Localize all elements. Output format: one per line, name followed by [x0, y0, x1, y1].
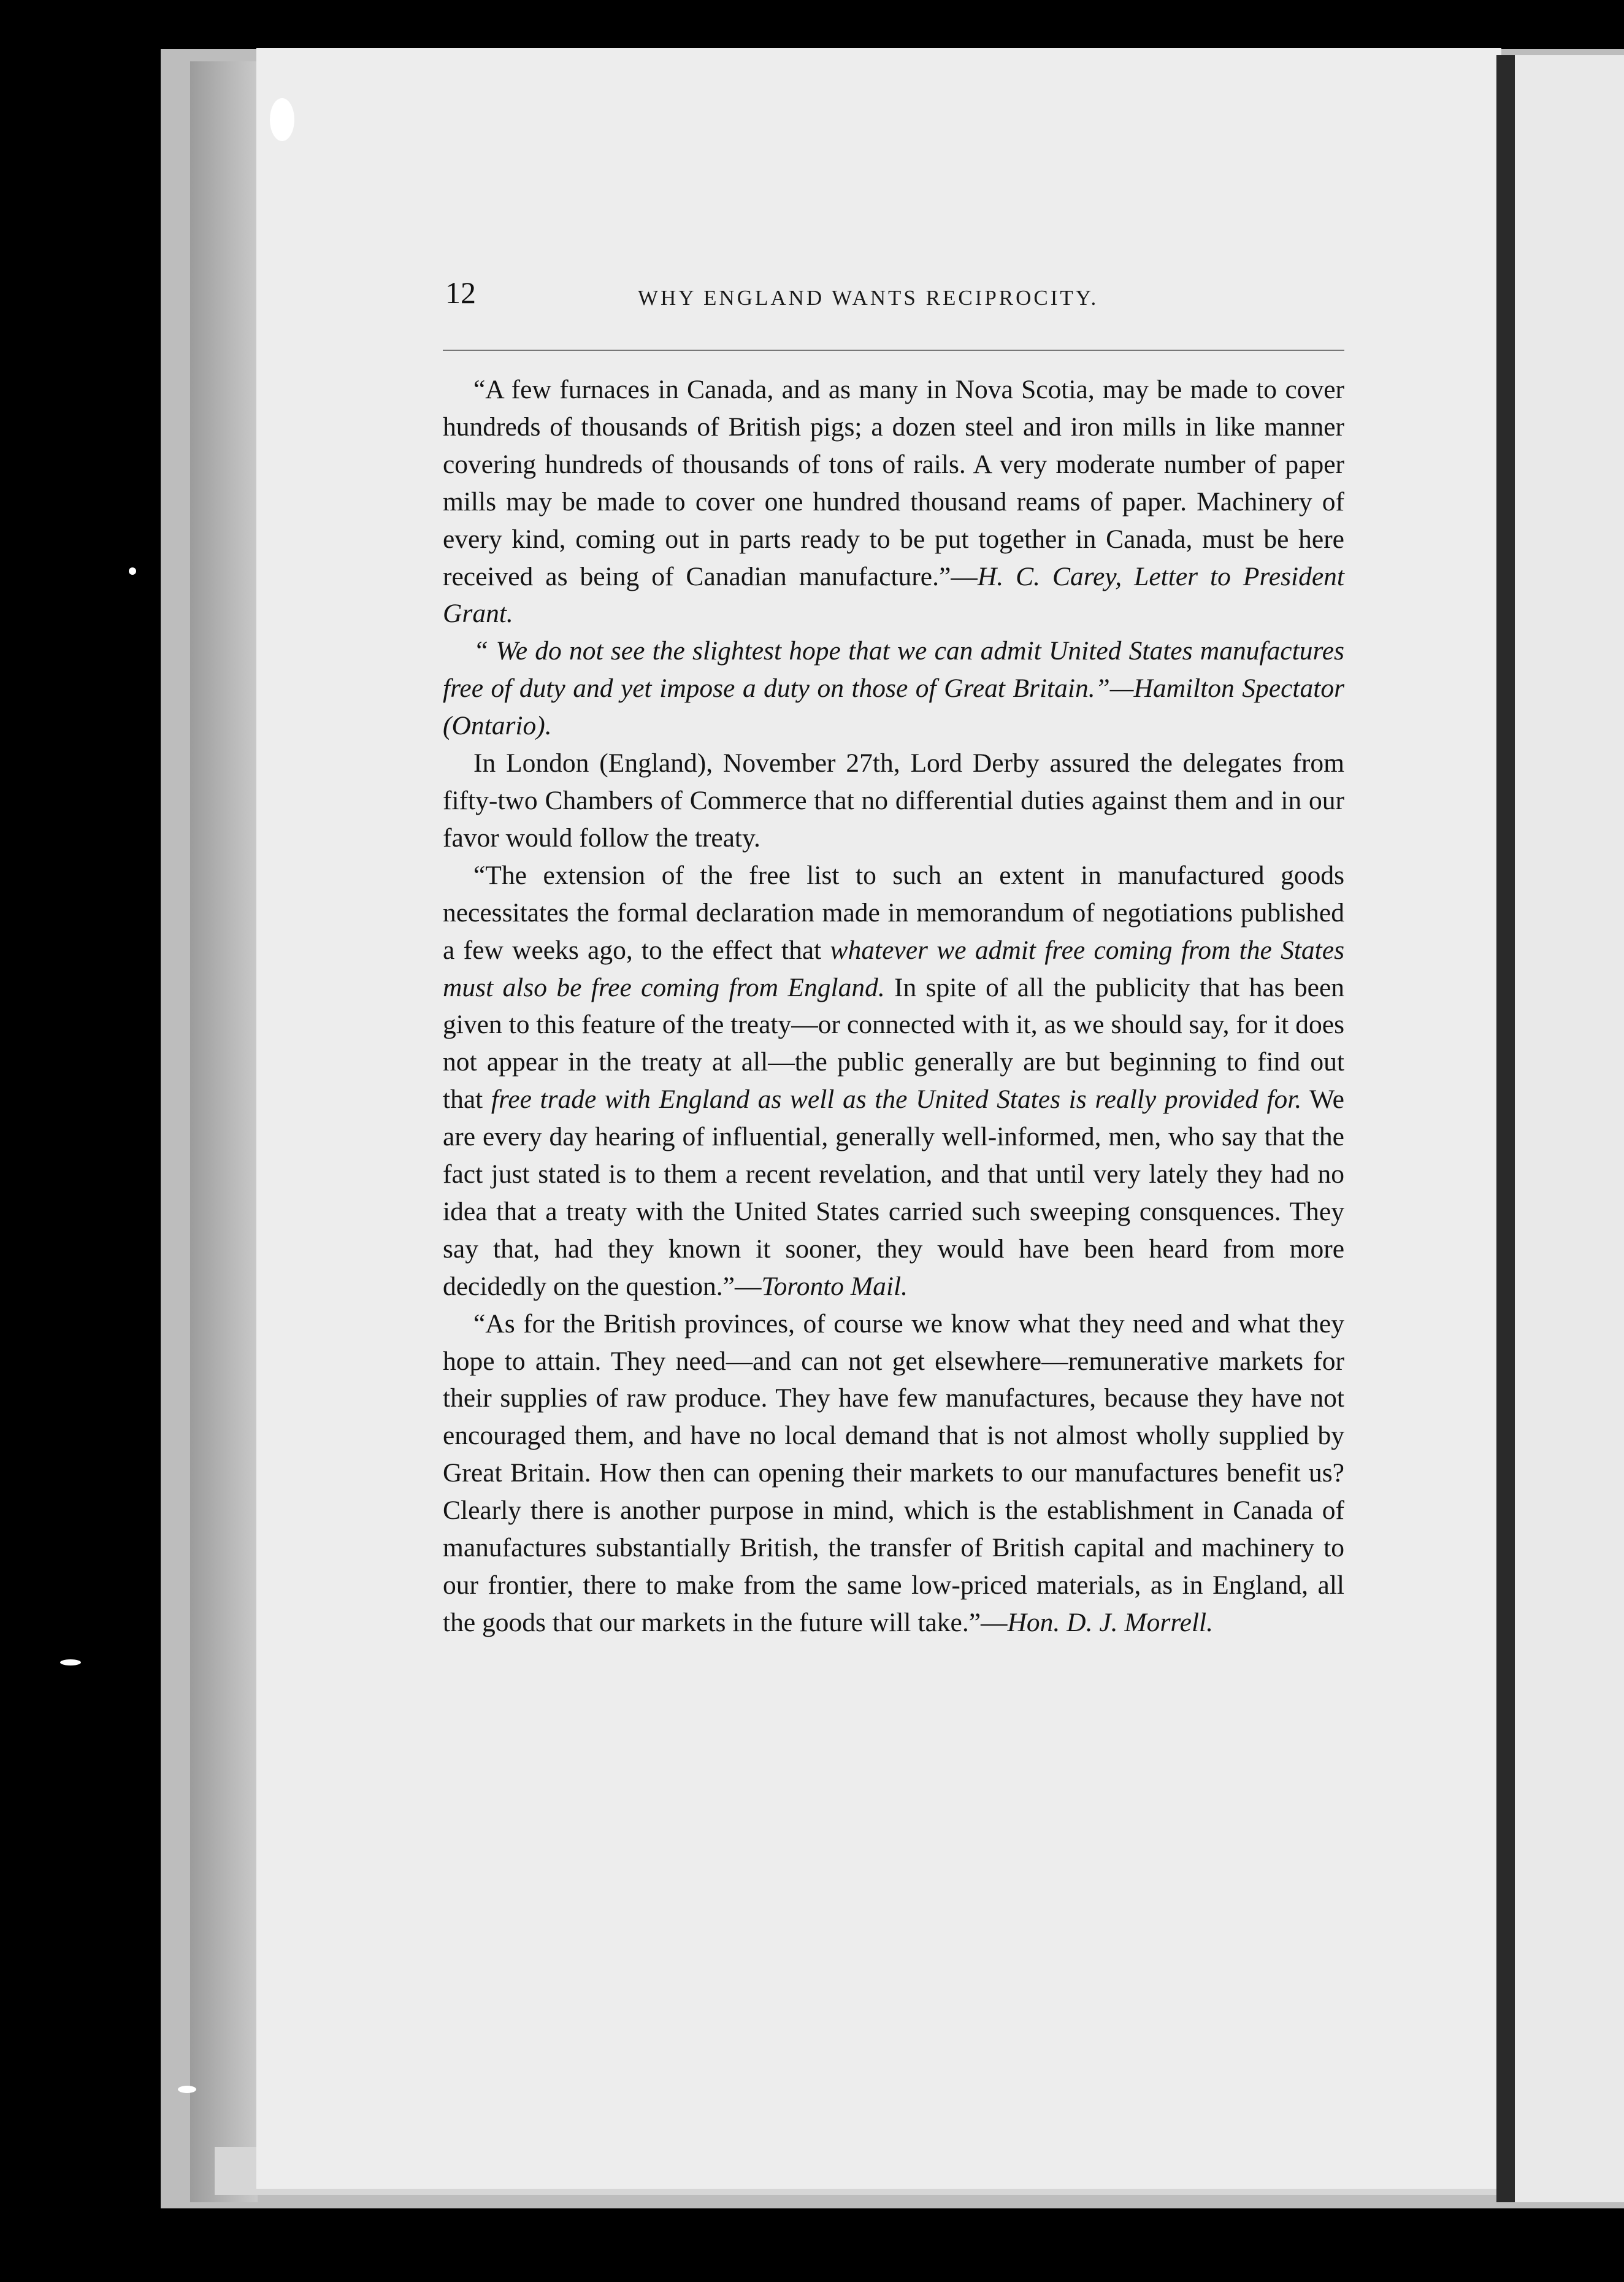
- facing-page-edge: [1515, 55, 1624, 2202]
- italic-run: Hon. D. J. Morrell.: [1007, 1607, 1213, 1637]
- page-number: 12: [445, 275, 476, 310]
- paragraph: [443, 371, 1344, 632]
- page-edge-shadow: [190, 61, 258, 2202]
- body-text: [443, 371, 1344, 1642]
- header-rule: [443, 350, 1344, 351]
- paragraph: [443, 632, 1344, 745]
- text-run: “The extension of the free list to such an extent in manufactured goods necessitates the formal declaration made in memorandum of negotiations published a few weeks ago, to the effect that: [443, 860, 1344, 965]
- paragraph: [443, 857, 1344, 1305]
- scan-speck: [60, 1659, 81, 1665]
- italic-run: whatever we admit free coming from the States must also be free coming from England.: [443, 935, 1344, 1002]
- italic-run: “ We do not see the slightest hope that we can admit United States manufactures free of duty and yet impose a duty on those of Great Britain.”—Hamilton Spectator (Ontario).: [443, 636, 1344, 741]
- text-run: “A few furnaces in Canada, and as many in Nova Scotia, may be made to cover hundreds of thousands of British pigs; a dozen steel and iron mills in like manner covering hundreds of thousands of tons of rails. A very moderate number of paper mills may be made to cover one hundred thousand reams of paper. Machinery of every kind, coming out in parts ready to be put together in Canada, must be here received as being of Canadian manufacture.”—: [443, 375, 1344, 591]
- running-head: WHY ENGLAND WANTS RECIPROCITY.: [638, 286, 1099, 310]
- italic-run: H. C. Carey, Letter to President Grant.: [443, 561, 1344, 629]
- text-run: “As for the British provinces, of course we know what they need and what they hope to attain. They need—and can not get elsewhere—remunerative markets for their supplies of raw produce. They have few manufactures, because they have not encouraged them, and have no local demand that is not almost wholly supplied by Great Britain. How then can opening their markets to our manufactures benefit us? Clearly there is another purpose in mind, which is the establishment in Canada of manufactures substantially British, the transfer of British capital and machinery to our frontier, there to make from the same low-priced materials, as in England, all the goods that our markets in the future will take.”—: [443, 1308, 1344, 1637]
- paragraph: [443, 1305, 1344, 1642]
- paragraph: [443, 745, 1344, 857]
- scan-speck: [129, 567, 136, 575]
- scan-speck: [270, 98, 294, 141]
- text-run: We are every day hearing of influential, generally well-informed, men, who say that the fact just stated is to them a recent revelation, and that until very lately they had no idea that a treaty with the United States carried such sweeping consquences. They say that, had they known it sooner, they would have been heard from more decidedly on the question.”—: [443, 1085, 1344, 1301]
- scan-speck: [178, 2086, 196, 2093]
- italic-run: free trade with England as well as the United States is really provided for.: [491, 1085, 1302, 1115]
- text-run: In London (England), November 27th, Lord Derby assured the delegates from fifty-two Chambers of Commerce that no differential duties against them and in our favor would follow the treaty.: [443, 748, 1344, 853]
- book-gutter: [1496, 55, 1515, 2202]
- italic-run: Toronto Mail.: [761, 1271, 908, 1301]
- text-run: In spite of all the publicity that has been given to this feature of the treaty—or connected with it, as we should say, for it does not appear in the treaty at all—the public generally are but beginning to find out that: [443, 972, 1345, 1115]
